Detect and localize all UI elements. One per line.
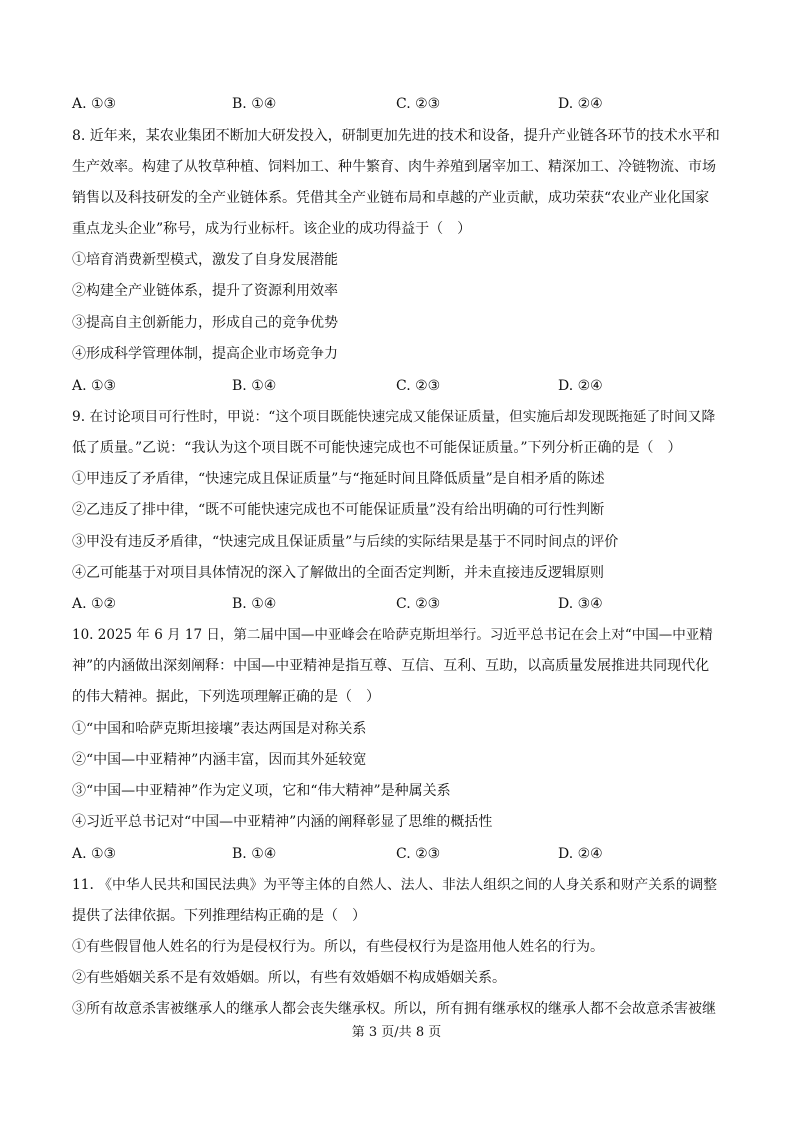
q9-options [72,594,724,614]
q11-item: ③所有故意杀害被继承人的继承人都会丧失继承权。所以，所有拥有继承权的继承人都不会故意杀害被继 [72,1001,716,1017]
q10-item: ①“中国和哈萨克斯坦接壤”表达两国是对称关系 [72,721,367,737]
option-b: B. ①④ [232,378,277,394]
q10-stem-line: 神”的内涵做出深刻阐释：中国—中亚精神是指互尊、互信、互利、互助，以高质量发展推进共同现代化 [72,658,710,674]
option-b: B. ①④ [232,846,277,862]
q9-item: ③甲没有违反矛盾律，“快速完成且保证质量”与后续的实际结果是基于不同时间点的评价 [72,534,619,550]
option-b: B. ①④ [232,596,277,612]
q8-stem-line: 8. 近年来，某农业集团不断加大研发投入，研制更加先进的技术和设备，提升产业链各环节的技术水平和 [72,128,720,144]
q10-item: ②“中国—中亚精神”内涵丰富，因而其外延较宽 [72,752,367,768]
option-d: D. ②④ [558,378,603,394]
option-c: C. ②③ [396,846,441,862]
q11-stem-line: 11. 《中华人民共和国民法典》为平等主体的自然人、法人、非法人组织之间的人身关系和财产关系的调整 [72,877,717,893]
q10-item: ④习近平总书记对“中国—中亚精神”内涵的阐释彰显了思维的概括性 [72,814,493,830]
q10-item: ③“中国—中亚精神”作为定义项，它和“伟大精神”是种属关系 [72,783,451,799]
q9-stem-line: 9. 在讨论项目可行性时，甲说：“这个项目既能快速完成又能保证质量，但实施后却发现既拖延了时间又降 [72,409,716,425]
q9-item: ②乙违反了排中律，“既不可能快速完成也不可能保证质量”没有给出明确的可行性判断 [72,502,605,518]
q8-options [72,376,724,396]
option-d: D. ②④ [558,96,603,112]
q9-stem-line: 低了质量。”乙说：“我认为这个项目既不可能快速完成也不可能保证质量。”下列分析正确的是（ ） [72,440,682,456]
option-b: B. ①④ [232,96,277,112]
option-d: D. ③④ [558,596,603,612]
q11-item: ①有些假冒他人姓名的行为是侵权行为。所以，有些侵权行为是盗用他人姓名的行为。 [72,939,604,955]
option-d: D. ②④ [558,846,603,862]
q7-options [72,94,724,114]
q10-options [72,844,724,864]
option-a: A. ①③ [72,96,117,112]
option-c: C. ②③ [396,378,441,394]
q10-stem-line: 10. 2025 年 6 月 17 日，第二届中国—中亚峰会在哈萨克斯坦举行。习近平总书记在会上对“中国—中亚精 [72,627,713,643]
q8-stem-line: 重点龙头企业”称号，成为行业标杆。该企业的成功得益于（ ） [72,221,472,237]
option-a: A. ①③ [72,378,117,394]
q11-item: ②有些婚姻关系不是有效婚姻。所以，有些有效婚姻不构成婚姻关系。 [72,970,506,986]
q8-item: ①培育消费新型模式，激发了自身发展潜能 [72,252,338,268]
q9-item: ④乙可能基于对项目具体情况的深入了解做出的全面否定判断，并未直接违反逻辑原则 [72,565,604,581]
option-c: C. ②③ [396,96,441,112]
q8-item: ③提高自主创新能力，形成自己的竞争优势 [72,315,338,331]
q8-stem-line: 生产效率。构建了从牧草种植、饲料加工、种牛繁育、肉牛养殖到屠宰加工、精深加工、冷链物流、市场 [72,159,716,175]
q8-stem-line: 销售以及科技研发的全产业链体系。凭借其全产业链布局和卓越的产业贡献，成功荣获“农业产业化国家 [72,190,710,206]
option-c: C. ②③ [396,596,441,612]
q10-stem-line: 的伟大精神。据此，下列选项理解正确的是（ ） [72,689,380,705]
option-a: A. ①② [72,596,117,612]
page-footer: 第 3 页/共 8 页 [351,1025,442,1040]
option-a: A. ①③ [72,846,117,862]
q8-item: ④形成科学管理体制，提高企业市场竞争力 [72,346,338,362]
q11-stem-line: 提供了法律依据。下列推理结构正确的是（ ） [72,908,366,924]
q8-item: ②构建全产业链体系，提升了资源利用效率 [72,283,338,299]
q9-item: ①甲违反了矛盾律，“快速完成且保证质量”与“拖延时间且降低质量”是自相矛盾的陈述 [72,471,605,487]
